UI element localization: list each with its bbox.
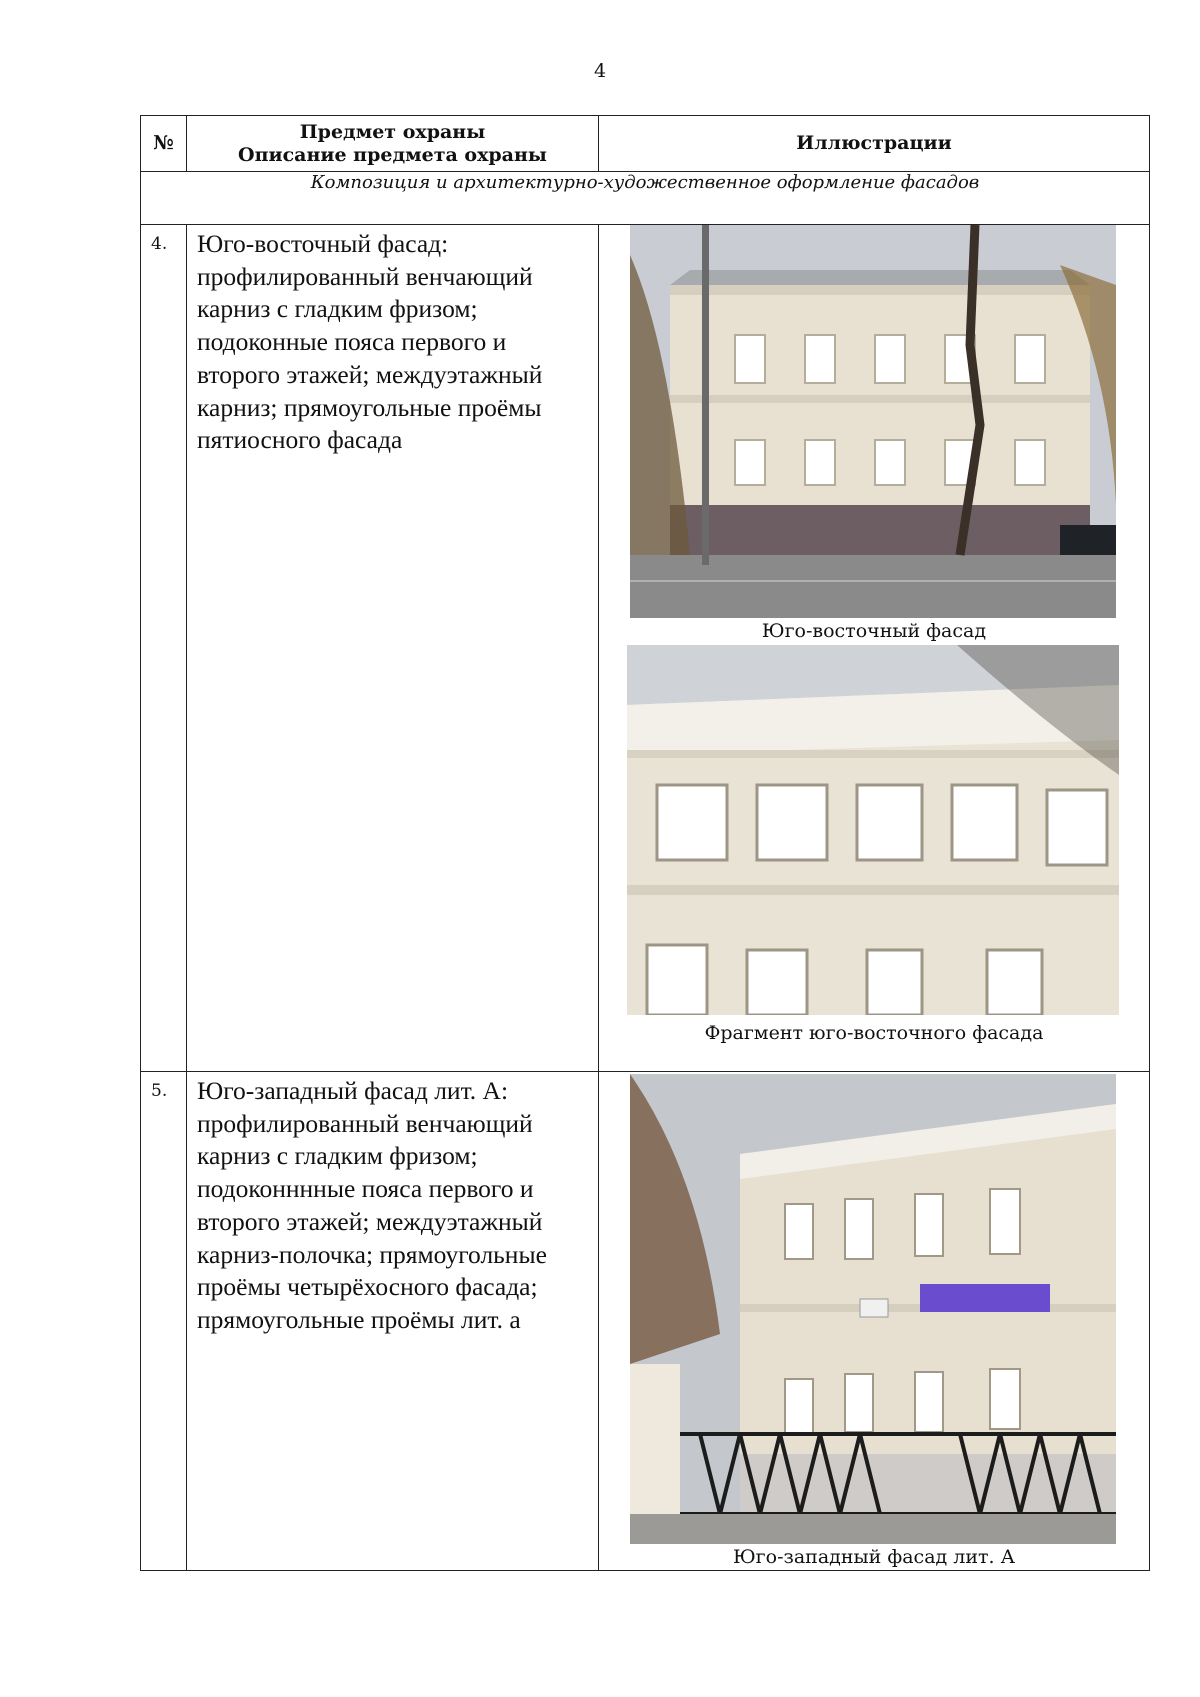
page-number: 4 (593, 60, 607, 82)
illustration-cell (599, 1072, 1150, 1571)
section-row (141, 172, 1150, 225)
row-description: Юго-восточный фасад: профилированный венчающий карниз с гладким фризом; подоконные пояса первого и второго этажей; междуэтажный карниз; прямоугольные проёмы пятиосного фасада (187, 225, 599, 1072)
header-subject-line2: Описание предмета охраны (238, 143, 547, 166)
header-subject-line1: Предмет охраны (299, 120, 486, 143)
photo-southeast-facade (630, 225, 1116, 618)
row-number: 5. (141, 1072, 187, 1571)
photo-caption: Фрагмент юго-восточного фасада (704, 1022, 1044, 1044)
protection-table (140, 115, 1150, 1571)
photo-southeast-facade-fragment (627, 645, 1119, 1015)
photo-southwest-facade (630, 1074, 1116, 1544)
header-num: № (141, 116, 187, 172)
row-number: 4. (141, 225, 187, 1072)
photo-caption: Юго-западный фасад лит. А (733, 1546, 1015, 1568)
illustration-cell (599, 225, 1150, 1072)
header-subject (187, 116, 599, 172)
table-header-row (141, 116, 1150, 172)
table-row (141, 1072, 1150, 1571)
photo-caption: Юго-восточный фасад (761, 620, 987, 642)
header-illustrations: Иллюстрации (599, 116, 1150, 172)
section-title: Композиция и архитектурно-художественное оформление фасадов (141, 172, 1150, 225)
table-row (141, 225, 1150, 1072)
row-description: Юго-западный фасад лит. А: профилированный венчающий карниз с гладким фризом; подоконннные пояса первого и второго этажей; междуэтажный карниз-полочка; прямоугольные проёмы четырёхосного фасада; прямоугольные проёмы лит. а (187, 1072, 599, 1571)
